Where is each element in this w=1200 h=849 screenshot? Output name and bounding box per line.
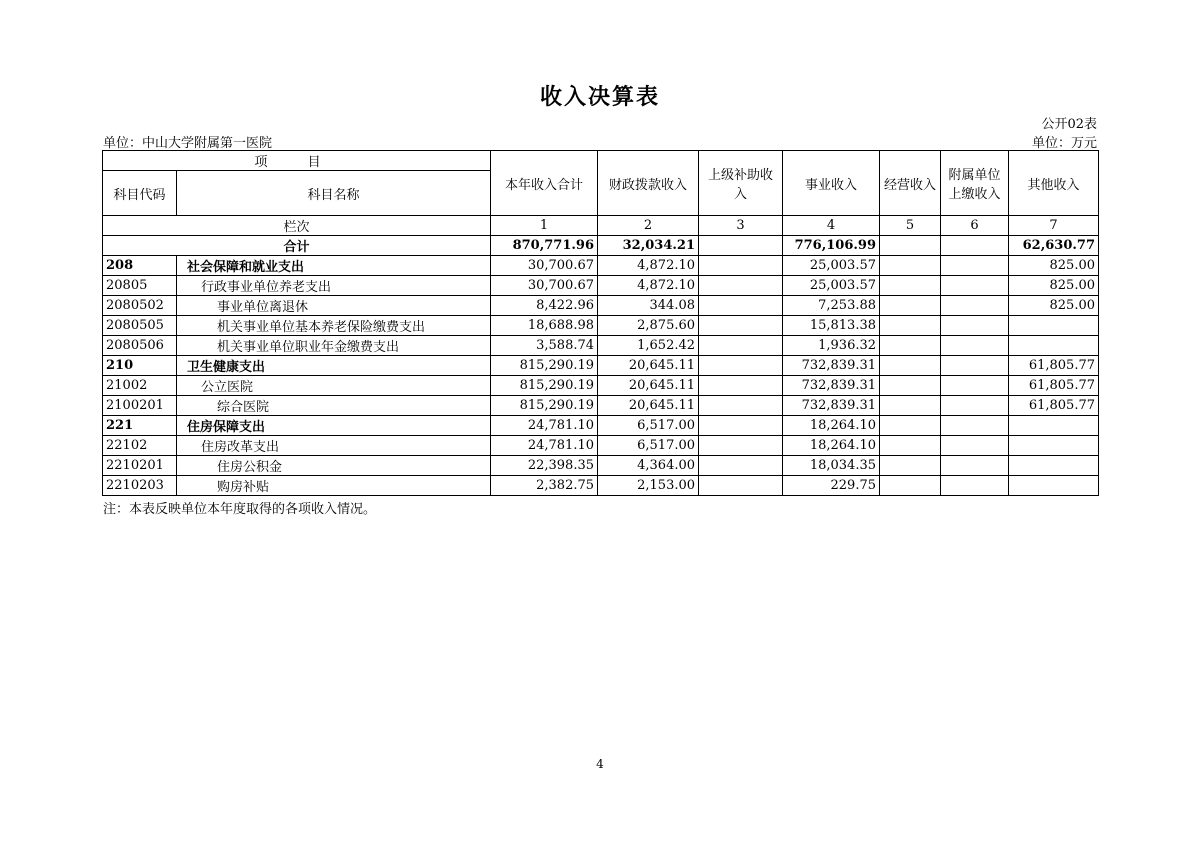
amount-cell: 1,652.42 [598,336,699,356]
amount-cell: 6,517.00 [598,416,699,436]
amount-cell: 6,517.00 [598,436,699,456]
total-value [941,236,1009,256]
amount-cell [1009,456,1099,476]
header-other: 其他收入 [1009,151,1099,216]
amount-cell [880,356,941,376]
amount-cell: 25,003.57 [783,276,880,296]
amount-cell [941,336,1009,356]
income-table [102,150,1099,496]
amount-cell [880,296,941,316]
subject-code: 2210203 [103,476,177,496]
amount-cell: 2,875.60 [598,316,699,336]
amount-cell [880,276,941,296]
column-order-row [103,216,1099,236]
amount-cell [880,316,941,336]
amount-cell [941,356,1009,376]
amount-cell [699,296,783,316]
amount-cell [941,416,1009,436]
amount-cell: 18,034.35 [783,456,880,476]
amount-cell: 815,290.19 [491,376,598,396]
amount-cell [941,276,1009,296]
total-label: 合计 [103,236,491,256]
column-order-number: 1 [491,216,598,236]
amount-cell: 4,364.00 [598,456,699,476]
amount-cell [880,396,941,416]
subject-name: 综合医院 [177,396,491,416]
subject-code: 2080506 [103,336,177,356]
amount-cell: 18,688.98 [491,316,598,336]
column-order-number: 7 [1009,216,1099,236]
subject-name: 住房改革支出 [177,436,491,456]
table-row [103,416,1099,436]
amount-cell [699,376,783,396]
amount-cell: 61,805.77 [1009,376,1099,396]
total-value: 32,034.21 [598,236,699,256]
amount-cell [941,316,1009,336]
subject-code: 2080502 [103,296,177,316]
subject-code: 2210201 [103,456,177,476]
amount-cell [941,396,1009,416]
amount-cell [1009,476,1099,496]
header-operating: 经营收入 [880,151,941,216]
amount-cell: 20,645.11 [598,396,699,416]
amount-cell: 25,003.57 [783,256,880,276]
amount-cell: 825.00 [1009,296,1099,316]
amount-cell [941,476,1009,496]
table-row [103,456,1099,476]
amount-cell: 732,839.31 [783,396,880,416]
amount-cell: 8,422.96 [491,296,598,316]
table-row [103,396,1099,416]
subject-code: 208 [103,256,177,276]
amount-cell: 18,264.10 [783,436,880,456]
table-row [103,336,1099,356]
amount-cell [880,336,941,356]
amount-cell: 20,645.11 [598,376,699,396]
total-value: 776,106.99 [783,236,880,256]
subject-name: 住房保障支出 [177,416,491,436]
total-value: 870,771.96 [491,236,598,256]
table-row [103,256,1099,276]
amount-cell [1009,316,1099,336]
amount-cell [699,456,783,476]
subject-name: 社会保障和就业支出 [177,256,491,276]
amount-cell [941,436,1009,456]
form-code: 公开02表 [1041,117,1097,132]
amount-cell: 61,805.77 [1009,356,1099,376]
amount-cell: 825.00 [1009,276,1099,296]
subject-code: 2100201 [103,396,177,416]
table-row [103,376,1099,396]
amount-cell: 24,781.10 [491,436,598,456]
amount-cell [941,456,1009,476]
amount-cell [699,276,783,296]
total-value [699,236,783,256]
amount-cell: 229.75 [783,476,880,496]
amount-cell: 61,805.77 [1009,396,1099,416]
subject-code: 20805 [103,276,177,296]
amount-cell: 344.08 [598,296,699,316]
amount-cell: 20,645.11 [598,356,699,376]
amount-cell [941,256,1009,276]
subject-code: 221 [103,416,177,436]
amount-cell [1009,436,1099,456]
amount-cell [699,396,783,416]
header-item: 项 目 [103,151,491,171]
amount-cell: 4,872.10 [598,256,699,276]
amount-cell: 4,872.10 [598,276,699,296]
header-fiscal: 财政拨款收入 [598,151,699,216]
amount-cell: 30,700.67 [491,276,598,296]
page-title: 收入决算表 [539,85,660,110]
amount-cell: 18,264.10 [783,416,880,436]
subject-name: 机关事业单位职业年金缴费支出 [177,336,491,356]
subject-code: 2080505 [103,316,177,336]
amount-cell [880,376,941,396]
column-order-number: 6 [941,216,1009,236]
column-order-number: 5 [880,216,941,236]
amount-cell [880,456,941,476]
header-total: 本年收入合计 [491,151,598,216]
column-order-number: 3 [699,216,783,236]
subject-name: 机关事业单位基本养老保险缴费支出 [177,316,491,336]
amount-cell: 815,290.19 [491,396,598,416]
amount-cell [880,476,941,496]
amount-cell [699,356,783,376]
column-order-label: 栏次 [103,216,491,236]
amount-cell [699,476,783,496]
total-value [880,236,941,256]
amount-cell: 22,398.35 [491,456,598,476]
column-order-number: 4 [783,216,880,236]
subject-name: 购房补贴 [177,476,491,496]
subject-code: 210 [103,356,177,376]
subject-name: 行政事业单位养老支出 [177,276,491,296]
subject-name: 卫生健康支出 [177,356,491,376]
total-row [103,236,1099,256]
amount-cell: 15,813.38 [783,316,880,336]
subject-name: 公立医院 [177,376,491,396]
amount-cell: 3,588.74 [491,336,598,356]
header-code: 科目代码 [103,171,177,216]
table-row [103,276,1099,296]
subject-code: 22102 [103,436,177,456]
header-affiliated: 附属单位上缴收入 [941,151,1009,216]
amount-cell: 815,290.19 [491,356,598,376]
table-row [103,476,1099,496]
amount-cell [880,416,941,436]
amount-cell [880,256,941,276]
table-note: 注：本表反映单位本年度取得的各项收入情况。 [103,502,377,517]
unit-measure: 单位：万元 [1031,136,1097,151]
amount-cell: 24,781.10 [491,416,598,436]
header-superior: 上级补助收入 [699,151,783,216]
amount-cell [699,436,783,456]
amount-cell [699,336,783,356]
table-row [103,356,1099,376]
unit-name: 单位：中山大学附属第一医院 [103,136,273,151]
amount-cell [699,416,783,436]
amount-cell [941,376,1009,396]
amount-cell [699,316,783,336]
page-number: 4 [596,757,604,771]
amount-cell: 825.00 [1009,256,1099,276]
amount-cell: 7,253.88 [783,296,880,316]
table-row [103,316,1099,336]
table-row [103,296,1099,316]
amount-cell: 732,839.31 [783,376,880,396]
amount-cell: 732,839.31 [783,356,880,376]
header-name: 科目名称 [177,171,491,216]
subject-name: 住房公积金 [177,456,491,476]
amount-cell [941,296,1009,316]
amount-cell: 30,700.67 [491,256,598,276]
amount-cell: 2,382.75 [491,476,598,496]
total-value: 62,630.77 [1009,236,1099,256]
table-row [103,436,1099,456]
amount-cell [880,436,941,456]
subject-name: 事业单位离退休 [177,296,491,316]
column-order-number: 2 [598,216,699,236]
amount-cell: 1,936.32 [783,336,880,356]
header-business: 事业收入 [783,151,880,216]
amount-cell [699,256,783,276]
amount-cell: 2,153.00 [598,476,699,496]
amount-cell [1009,336,1099,356]
amount-cell [1009,416,1099,436]
subject-code: 21002 [103,376,177,396]
